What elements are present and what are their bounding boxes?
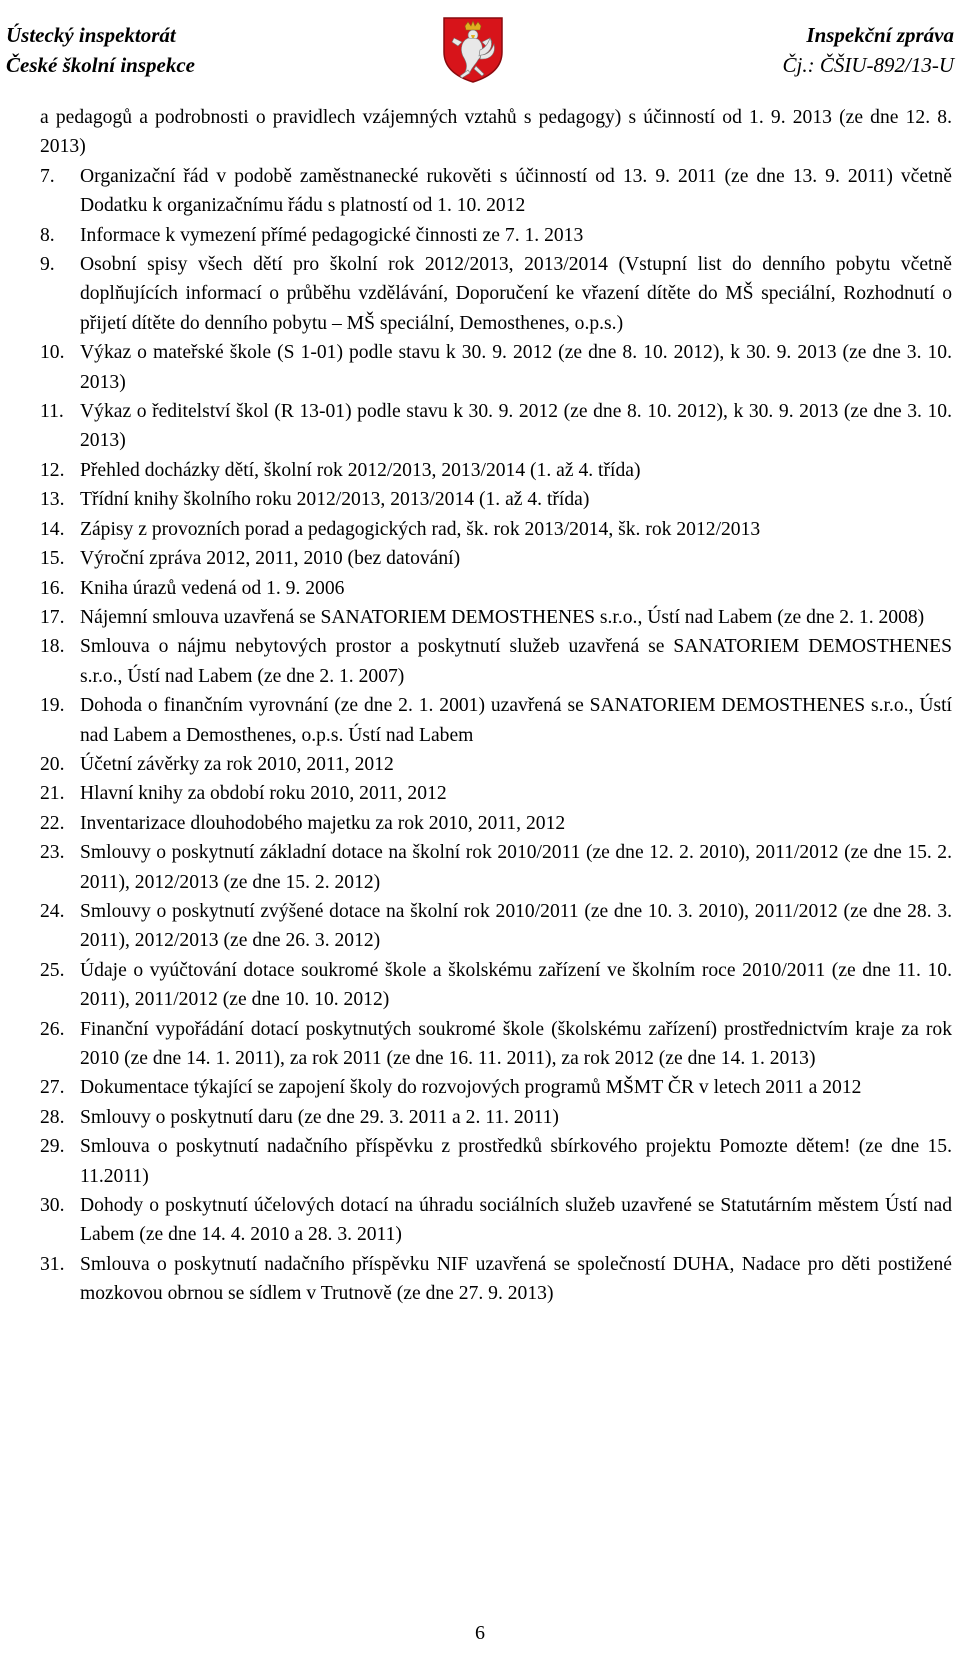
item-text: Finanční vypořádání dotací poskytnutých soukromé škole (školskému zařízení) prostřednictvím kraje za rok 2010 (ze dne 14. 1. 2011), za rok 2011 (ze dne 16. 11. 2011), za rok 2012 (ze dne 14. 1. 2013) xyxy=(80,1018,952,1069)
item-number: 11. xyxy=(40,401,64,423)
list-item xyxy=(40,779,952,808)
item-number: 7. xyxy=(40,165,55,187)
item-text: Smlouvy o poskytnutí základní dotace na školní rok 2010/2011 (ze dne 12. 2. 2010), 2011/2012 (ze dne 15. 2. 2011), 2012/2013 (ze dne 15. 2. 2012) xyxy=(80,842,952,893)
item-text: Inventarizace dlouhodobého majetku za rok 2010, 2011, 2012 xyxy=(80,812,566,834)
item-number: 21. xyxy=(40,783,65,805)
list-item xyxy=(40,515,952,544)
list-item xyxy=(40,1191,952,1250)
item-number: 26. xyxy=(40,1018,65,1040)
item-number: 9. xyxy=(40,254,55,276)
item-text: Smlouva o poskytnutí nadačního příspěvku z prostředků sbírkového projektu Pomozte dětem! (ze dne 15. 11.2011) xyxy=(80,1136,952,1187)
item-number: 15. xyxy=(40,548,65,570)
item-number: 24. xyxy=(40,900,65,922)
item-text: Přehled docházky dětí, školní rok 2012/2013, 2013/2014 (1. až 4. třída) xyxy=(80,459,641,481)
list-item xyxy=(40,544,952,573)
item-number: 17. xyxy=(40,606,65,628)
item-text: Smlouva o nájmu nebytových prostor a poskytnutí služeb uzavřená se SANATORIEM DEMOSTHENES s.r.o., Ústí nad Labem (ze dne 2. 1. 2007) xyxy=(80,636,952,687)
item-text: Informace k vymezení přímé pedagogické činnosti ze 7. 1. 2013 xyxy=(80,224,584,246)
item-number: 12. xyxy=(40,459,65,481)
item-number: 25. xyxy=(40,959,65,981)
list-item xyxy=(40,691,952,750)
item-text: Dokumentace týkající se zapojení školy do rozvojových programů MŠMT ČR v letech 2011 a 2012 xyxy=(80,1077,862,1099)
item-text: Účetní závěrky za rok 2010, 2011, 2012 xyxy=(80,753,394,775)
item-number: 23. xyxy=(40,842,65,864)
list-item xyxy=(40,838,952,897)
item-text: Organizační řád v podobě zaměstnanecké rukověti s účinností od 13. 9. 2011 (ze dne 13. 9. 2011) včetně Dodatku k organizačnímu řádu s platností od 1. 10. 2012 xyxy=(80,165,952,217)
item-text: Smlouva o poskytnutí nadačního příspěvku NIF uzavřená se společností DUHA, Nadace pro děti postižené mozkovou obrnou se sídlem v Trutnově (ze dne 27. 9. 2013) xyxy=(80,1253,952,1305)
item-number: 22. xyxy=(40,812,65,834)
list-item xyxy=(40,250,952,338)
item-text: Smlouvy o poskytnutí daru (ze dne 29. 3. 2011 a 2. 11. 2011) xyxy=(80,1106,559,1128)
list-item xyxy=(40,221,952,250)
item-number: 19. xyxy=(40,695,65,717)
item-text: Údaje o vyúčtování dotace soukromé škole a školskému zařízení ve školním roce 2010/2011 (ze dne 11. 10. 2011), 2011/2012 (ze dne 10. 10. 2012) xyxy=(80,959,952,1011)
list-item xyxy=(40,603,952,632)
list-item xyxy=(40,456,952,485)
list-item xyxy=(40,574,952,603)
item-number: 30. xyxy=(40,1195,65,1217)
page-header xyxy=(0,14,960,84)
list-item xyxy=(40,750,952,779)
item-text: Nájemní smlouva uzavřená se SANATORIEM DEMOSTHENES s.r.o., Ústí nad Labem (ze dne 2. 1. 2008) xyxy=(80,606,925,628)
document-list xyxy=(40,103,952,1309)
item-number: 20. xyxy=(40,753,65,775)
list-item xyxy=(40,897,952,956)
item-number: 14. xyxy=(40,518,65,540)
list-item xyxy=(40,1015,952,1074)
list-item xyxy=(40,1103,952,1132)
item-text: Dohody o poskytnutí účelových dotací na úhradu sociálních služeb uzavřené se Statutárním městem Ústí nad Labem (ze dne 14. 4. 2010 a 28. 3. 2011) xyxy=(80,1195,952,1246)
item-number: 18. xyxy=(40,636,65,658)
item-number: 27. xyxy=(40,1077,65,1099)
report-type: Inspekční zpráva xyxy=(806,23,954,47)
item-number: 31. xyxy=(40,1253,65,1275)
item-text: Výkaz o mateřské škole (S 1-01) podle stavu k 30. 9. 2012 (ze dne 8. 10. 2012), k 30. 9. 2013 (ze dne 3. 10. 2013) xyxy=(80,342,952,393)
list-item xyxy=(40,632,952,691)
item-text: Dohoda o finančním vyrovnání (ze dne 2. 1. 2001) uzavřená se SANATORIEM DEMOSTHENES s.r.o., Ústí nad Labem a Demosthenes, o.p.s. Ústí nad Labem xyxy=(80,695,952,746)
intro-paragraph: a pedagogů a podrobnosti o pravidlech vzájemných vztahů s pedagogy) s účinností od 1. 9. 2013 (ze dne 12. 8. 2013) xyxy=(40,107,952,158)
item-text: Třídní knihy školního roku 2012/2013, 2013/2014 (1. až 4. třída) xyxy=(80,489,590,511)
list-item xyxy=(40,1250,952,1309)
list-item xyxy=(40,162,952,221)
item-number: 13. xyxy=(40,489,65,511)
list-item xyxy=(40,1073,952,1102)
document-items xyxy=(40,162,952,1309)
item-text: Osobní spisy všech dětí pro školní rok 2012/2013, 2013/2014 (Vstupní list do denního pobytu včetně doplňujících informací o průběhu vzdělávání, Doporučení ke vřazení dítěte do MŠ speciální, Rozhodnutí o přijetí dítěte do denního pobytu – MŠ speciální, Demosthenes, o.p.s.) xyxy=(80,254,952,334)
list-item xyxy=(40,397,952,456)
item-text: Výroční zpráva 2012, 2011, 2010 (bez datování) xyxy=(80,548,461,570)
inspectorate-name: Ústecký inspektorát xyxy=(6,23,176,47)
page-number: 6 xyxy=(475,1622,485,1644)
inspection-authority-name: České školní inspekce xyxy=(6,53,195,77)
item-text: Hlavní knihy za období roku 2010, 2011, 2012 xyxy=(80,783,447,805)
item-number: 16. xyxy=(40,577,65,599)
item-text: Zápisy z provozních porad a pedagogických rad, šk. rok 2013/2014, šk. rok 2012/2013 xyxy=(80,518,761,540)
item-number: 8. xyxy=(40,224,55,246)
item-text: Kniha úrazů vedená od 1. 9. 2006 xyxy=(80,577,345,599)
list-item xyxy=(40,485,952,514)
item-number: 28. xyxy=(40,1106,65,1128)
reference-number: Čj.: ČŠIU-892/13-U xyxy=(782,53,954,77)
list-item xyxy=(40,338,952,397)
header-right xyxy=(783,20,955,80)
item-text: Smlouvy o poskytnutí zvýšené dotace na školní rok 2010/2011 (ze dne 10. 3. 2010), 2011/2012 (ze dne 28. 3. 2011), 2012/2013 (ze dne 26. 3. 2012) xyxy=(80,900,952,952)
state-emblem-icon xyxy=(438,14,508,84)
item-number: 10. xyxy=(40,342,65,364)
header-left xyxy=(6,20,195,80)
list-item xyxy=(40,809,952,838)
list-item xyxy=(40,956,952,1015)
item-text: Výkaz o ředitelství škol (R 13-01) podle stavu k 30. 9. 2012 (ze dne 8. 10. 2012), k 30. 9. 2013 (ze dne 3. 10. 2013) xyxy=(80,401,952,452)
item-number: 29. xyxy=(40,1136,65,1158)
list-item xyxy=(40,1132,952,1191)
